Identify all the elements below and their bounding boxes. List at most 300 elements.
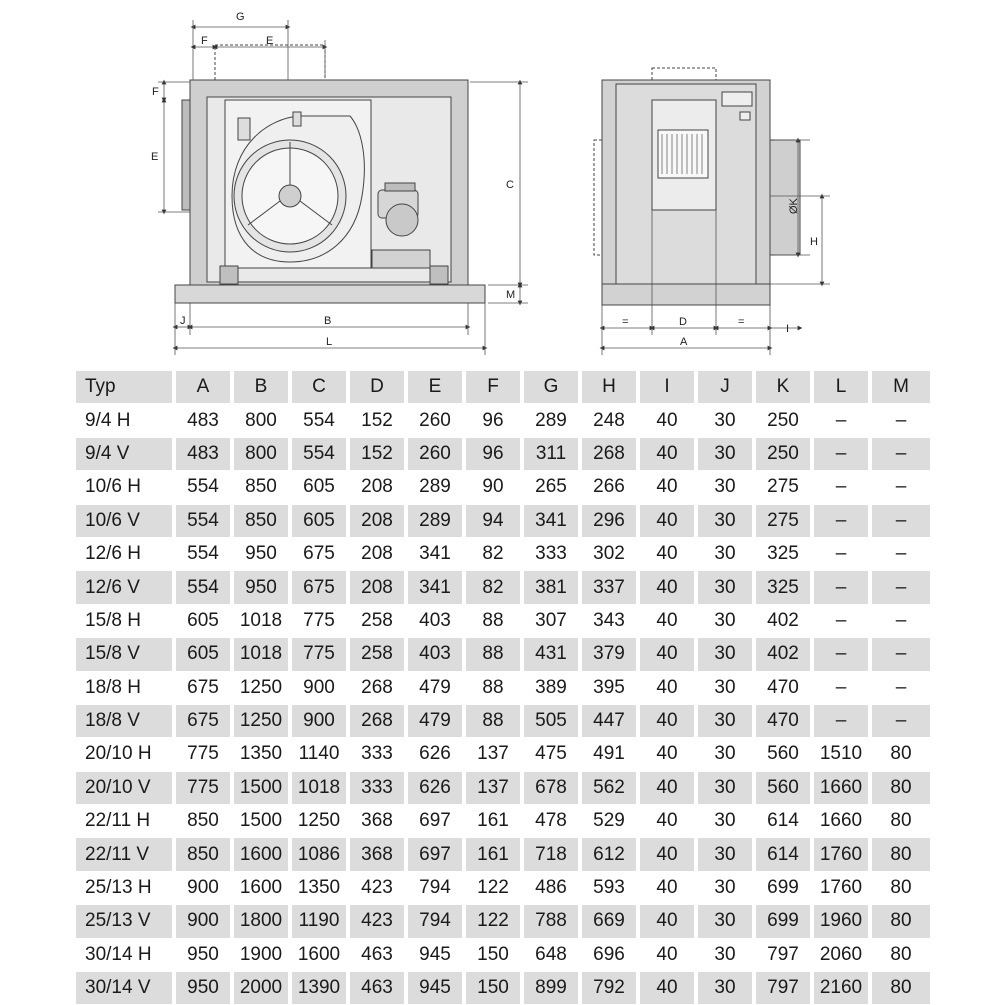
value-cell: 1350 [290,871,348,904]
value-cell: 1086 [290,838,348,871]
value-cell: 389 [522,671,580,704]
value-cell: 368 [348,805,406,838]
value-cell: – [812,471,870,504]
dim-label-c: C [506,179,514,191]
value-cell: 554 [290,437,348,470]
value-cell: 850 [232,471,290,504]
value-cell: 268 [348,704,406,737]
value-cell: 30 [696,704,754,737]
value-cell: 122 [464,905,522,938]
value-cell: – [812,671,870,704]
value-cell: 2160 [812,972,870,1005]
column-header: K [754,371,812,404]
value-cell: 447 [580,704,638,737]
dim-label-i: I [786,323,790,335]
value-cell: 605 [174,604,232,637]
value-cell: 30 [696,905,754,938]
value-cell: 2000 [232,972,290,1005]
type-cell: 12/6 H [76,537,174,570]
table-header-row [76,371,930,404]
type-cell: 30/14 V [76,972,174,1005]
value-cell: 80 [870,771,930,804]
type-cell: 12/6 V [76,571,174,604]
column-header: G [522,371,580,404]
value-cell: 341 [406,571,464,604]
value-cell: – [812,604,870,637]
value-cell: 337 [580,571,638,604]
type-cell: 25/13 H [76,871,174,904]
value-cell: 30 [696,972,754,1005]
value-cell: 80 [870,738,930,771]
value-cell: 208 [348,537,406,570]
type-cell: 25/13 V [76,905,174,938]
value-cell: 30 [696,604,754,637]
value-cell: 554 [174,571,232,604]
value-cell: 562 [580,771,638,804]
value-cell: 463 [348,938,406,971]
type-cell: 9/4 H [76,404,174,437]
value-cell: 333 [348,771,406,804]
value-cell: 122 [464,871,522,904]
type-cell: 20/10 V [76,771,174,804]
value-cell: 325 [754,571,812,604]
value-cell: 699 [754,905,812,938]
table-row [76,738,930,771]
value-cell: 554 [290,404,348,437]
value-cell: 40 [638,437,696,470]
value-cell: 30 [696,638,754,671]
value-cell: 614 [754,838,812,871]
value-cell: 788 [522,905,580,938]
value-cell: 82 [464,537,522,570]
table-row [76,871,930,904]
value-cell: 675 [290,537,348,570]
value-cell: 275 [754,504,812,537]
value-cell: 479 [406,704,464,737]
dim-label-f-left: F [152,86,159,98]
value-cell: 554 [174,504,232,537]
value-cell: 30 [696,437,754,470]
value-cell: 250 [754,437,812,470]
value-cell: 554 [174,471,232,504]
value-cell: 403 [406,604,464,637]
value-cell: 40 [638,704,696,737]
dim-label-b: B [324,315,332,327]
column-header: F [464,371,522,404]
table-row [76,938,930,971]
value-cell: 80 [870,972,930,1005]
value-cell: 483 [174,437,232,470]
value-cell: 40 [638,604,696,637]
value-cell: 30 [696,671,754,704]
value-cell: 248 [580,404,638,437]
table-row [76,805,930,838]
value-cell: 491 [580,738,638,771]
value-cell: 250 [754,404,812,437]
value-cell: 152 [348,437,406,470]
value-cell: 696 [580,938,638,971]
value-cell: 266 [580,471,638,504]
value-cell: 403 [406,638,464,671]
value-cell: 80 [870,938,930,971]
value-cell: 333 [348,738,406,771]
value-cell: 137 [464,738,522,771]
value-cell: – [870,471,930,504]
value-cell: 483 [174,404,232,437]
value-cell: 626 [406,738,464,771]
value-cell: 675 [174,671,232,704]
value-cell: 80 [870,838,930,871]
value-cell: 341 [522,504,580,537]
value-cell: 307 [522,604,580,637]
dim-label-h: H [810,236,818,248]
value-cell: 797 [754,938,812,971]
value-cell: – [870,404,930,437]
value-cell: 1250 [232,704,290,737]
column-header: J [696,371,754,404]
value-cell: 794 [406,905,464,938]
value-cell: 161 [464,805,522,838]
value-cell: 900 [290,671,348,704]
value-cell: 463 [348,972,406,1005]
value-cell: – [812,437,870,470]
value-cell: 800 [232,437,290,470]
value-cell: – [870,437,930,470]
type-cell: 9/4 V [76,437,174,470]
value-cell: 208 [348,471,406,504]
table-row [76,838,930,871]
value-cell: 1500 [232,805,290,838]
value-cell: 368 [348,838,406,871]
table-row [76,537,930,570]
value-cell: 40 [638,537,696,570]
table-row [76,671,930,704]
value-cell: 88 [464,671,522,704]
value-cell: 1140 [290,738,348,771]
column-header: I [638,371,696,404]
value-cell: 529 [580,805,638,838]
value-cell: 560 [754,738,812,771]
type-cell: 22/11 H [76,805,174,838]
table-row [76,704,930,737]
dimensions-table [76,371,930,1005]
column-header: Typ [76,371,174,404]
value-cell: 718 [522,838,580,871]
value-cell: – [870,504,930,537]
value-cell: 30 [696,504,754,537]
value-cell: 161 [464,838,522,871]
value-cell: – [812,571,870,604]
value-cell: 1250 [232,671,290,704]
value-cell: 560 [754,771,812,804]
value-cell: 950 [232,537,290,570]
value-cell: – [870,537,930,570]
table-row [76,771,930,804]
value-cell: 1660 [812,771,870,804]
value-cell: 554 [174,537,232,570]
table-row [76,437,930,470]
value-cell: 150 [464,938,522,971]
value-cell: 80 [870,871,930,904]
value-cell: 30 [696,738,754,771]
value-cell: 343 [580,604,638,637]
value-cell: 850 [232,504,290,537]
value-cell: 265 [522,471,580,504]
value-cell: 275 [754,471,812,504]
column-header: B [232,371,290,404]
value-cell: 325 [754,537,812,570]
table-row [76,504,930,537]
value-cell: – [812,537,870,570]
value-cell: 1350 [232,738,290,771]
value-cell: – [870,604,930,637]
value-cell: 30 [696,571,754,604]
value-cell: 605 [290,504,348,537]
table-body [76,404,930,1005]
value-cell: 341 [406,537,464,570]
value-cell: 1760 [812,838,870,871]
type-cell: 22/11 V [76,838,174,871]
value-cell: 40 [638,471,696,504]
value-cell: 90 [464,471,522,504]
value-cell: 1390 [290,972,348,1005]
value-cell: 1660 [812,805,870,838]
dim-label-f-top: F [201,35,208,47]
value-cell: 289 [406,471,464,504]
value-cell: 423 [348,905,406,938]
value-cell: 289 [406,504,464,537]
column-header: C [290,371,348,404]
type-cell: 30/14 H [76,938,174,971]
value-cell: 1190 [290,905,348,938]
value-cell: 697 [406,838,464,871]
value-cell: 792 [580,972,638,1005]
value-cell: 950 [232,571,290,604]
value-cell: 40 [638,771,696,804]
value-cell: 137 [464,771,522,804]
value-cell: 258 [348,638,406,671]
table-row [76,905,930,938]
value-cell: 1510 [812,738,870,771]
value-cell: 96 [464,404,522,437]
value-cell: 697 [406,805,464,838]
value-cell: 1250 [290,805,348,838]
value-cell: – [870,638,930,671]
value-cell: 775 [174,771,232,804]
value-cell: 150 [464,972,522,1005]
value-cell: 699 [754,871,812,904]
value-cell: 479 [406,671,464,704]
value-cell: 950 [174,972,232,1005]
value-cell: 30 [696,471,754,504]
value-cell: 40 [638,671,696,704]
value-cell: 1600 [290,938,348,971]
value-cell: 850 [174,838,232,871]
value-cell: 950 [174,938,232,971]
value-cell: 900 [174,905,232,938]
value-cell: 605 [174,638,232,671]
value-cell: 775 [174,738,232,771]
value-cell: 30 [696,805,754,838]
value-cell: 1018 [232,638,290,671]
value-cell: 614 [754,805,812,838]
value-cell: 605 [290,471,348,504]
type-cell: 10/6 H [76,471,174,504]
side-view [175,45,485,303]
value-cell: 1760 [812,871,870,904]
value-cell: 1500 [232,771,290,804]
value-cell: 505 [522,704,580,737]
value-cell: 612 [580,838,638,871]
dim-label-eq-left: = [622,316,629,328]
value-cell: – [870,704,930,737]
value-cell: 899 [522,972,580,1005]
column-header: A [174,371,232,404]
value-cell: 678 [522,771,580,804]
value-cell: 30 [696,537,754,570]
value-cell: 40 [638,404,696,437]
value-cell: 82 [464,571,522,604]
value-cell: 1600 [232,871,290,904]
value-cell: 30 [696,938,754,971]
value-cell: 1900 [232,938,290,971]
dim-label-e-top: E [266,35,274,47]
value-cell: 30 [696,838,754,871]
column-header: M [870,371,930,404]
value-cell: 850 [174,805,232,838]
value-cell: 1600 [232,838,290,871]
value-cell: 593 [580,871,638,904]
value-cell: 260 [406,437,464,470]
value-cell: 30 [696,871,754,904]
value-cell: 152 [348,404,406,437]
dim-label-l: L [326,336,333,348]
value-cell: – [812,504,870,537]
value-cell: 669 [580,905,638,938]
value-cell: 94 [464,504,522,537]
value-cell: 900 [290,704,348,737]
value-cell: 900 [174,871,232,904]
value-cell: 40 [638,805,696,838]
front-view [594,68,800,305]
value-cell: 208 [348,504,406,537]
value-cell: 302 [580,537,638,570]
dim-label-g: G [236,11,245,23]
value-cell: 296 [580,504,638,537]
value-cell: – [812,704,870,737]
value-cell: 289 [522,404,580,437]
value-cell: 333 [522,537,580,570]
value-cell: 1018 [232,604,290,637]
value-cell: – [870,671,930,704]
value-cell: 268 [348,671,406,704]
table-row [76,404,930,437]
value-cell: 945 [406,972,464,1005]
value-cell: 88 [464,604,522,637]
dim-label-d: D [679,316,687,328]
value-cell: 40 [638,504,696,537]
value-cell: 431 [522,638,580,671]
value-cell: 268 [580,437,638,470]
value-cell: 395 [580,671,638,704]
column-header: L [812,371,870,404]
value-cell: 478 [522,805,580,838]
value-cell: 626 [406,771,464,804]
dim-label-e-left: E [151,151,159,163]
dim-label-eq-right: = [738,316,745,328]
value-cell: 1800 [232,905,290,938]
type-cell: 18/8 H [76,671,174,704]
value-cell: 1018 [290,771,348,804]
technical-drawing [0,0,1000,370]
value-cell: 40 [638,972,696,1005]
value-cell: 80 [870,905,930,938]
value-cell: 80 [870,805,930,838]
value-cell: 1960 [812,905,870,938]
value-cell: – [870,571,930,604]
value-cell: 486 [522,871,580,904]
value-cell: – [812,638,870,671]
value-cell: 800 [232,404,290,437]
value-cell: – [812,404,870,437]
value-cell: 475 [522,738,580,771]
column-header: H [580,371,638,404]
value-cell: 40 [638,871,696,904]
value-cell: 775 [290,604,348,637]
dim-label-a: A [680,336,688,348]
value-cell: 30 [696,771,754,804]
value-cell: 208 [348,571,406,604]
value-cell: 381 [522,571,580,604]
column-header: D [348,371,406,404]
value-cell: 96 [464,437,522,470]
value-cell: 30 [696,404,754,437]
table-row [76,604,930,637]
value-cell: 40 [638,938,696,971]
dim-label-k: ØK [788,198,800,214]
value-cell: 470 [754,704,812,737]
value-cell: 2060 [812,938,870,971]
value-cell: 675 [174,704,232,737]
value-cell: 402 [754,604,812,637]
column-header: E [406,371,464,404]
value-cell: 311 [522,437,580,470]
dim-label-m: M [506,289,516,301]
base-plate [175,285,485,303]
value-cell: 379 [580,638,638,671]
value-cell: 675 [290,571,348,604]
dim-label-j: J [180,315,186,327]
value-cell: 88 [464,638,522,671]
value-cell: 40 [638,638,696,671]
table-row [76,571,930,604]
type-cell: 20/10 H [76,738,174,771]
value-cell: 40 [638,738,696,771]
value-cell: 40 [638,905,696,938]
value-cell: 260 [406,404,464,437]
value-cell: 88 [464,704,522,737]
value-cell: 945 [406,938,464,971]
value-cell: 402 [754,638,812,671]
table-row [76,638,930,671]
value-cell: 648 [522,938,580,971]
value-cell: 794 [406,871,464,904]
value-cell: 775 [290,638,348,671]
value-cell: 40 [638,571,696,604]
type-cell: 18/8 V [76,704,174,737]
value-cell: 797 [754,972,812,1005]
type-cell: 10/6 V [76,504,174,537]
